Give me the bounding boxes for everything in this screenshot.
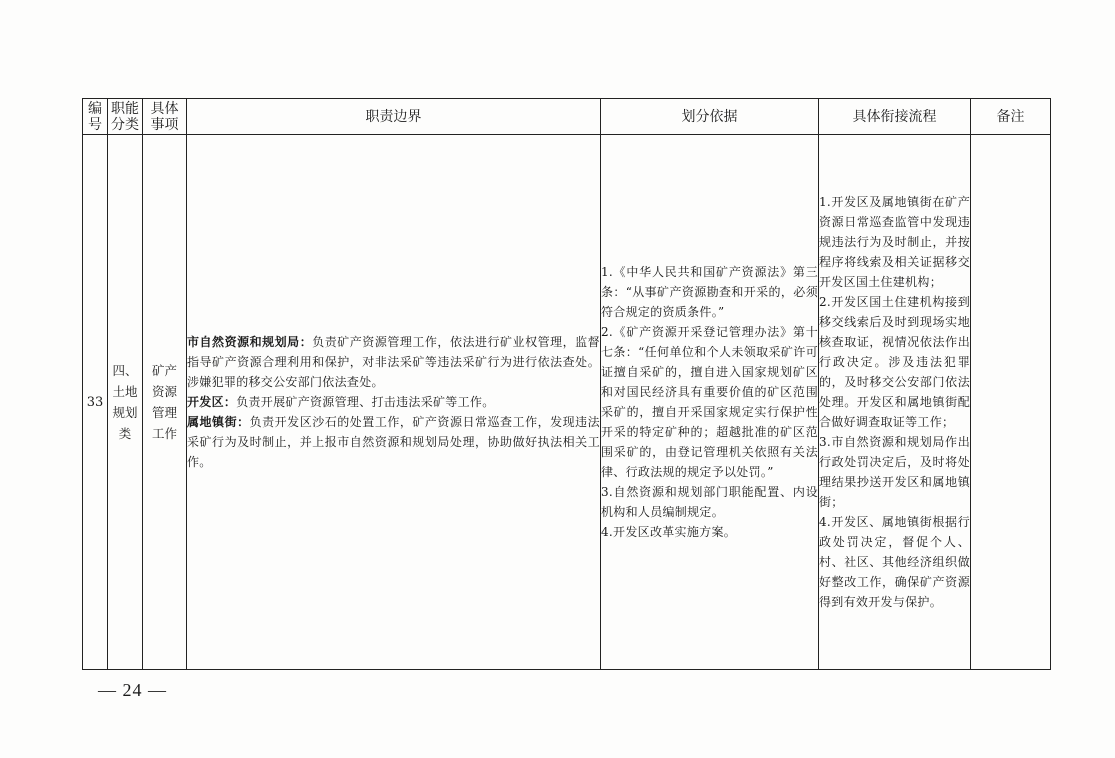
page-number: — 24 — (98, 680, 167, 700)
row-item-line: 管理 (151, 405, 177, 420)
boundary-text: 负责矿产资源管理工作，依法进行矿业权管理，监督指导矿产资源合理利用和保护，对非法采矿等违法采矿行为进行依法查处。涉嫌犯罪的移交公安部门依法查处。 (187, 335, 600, 389)
header-basis: 划分依据 (601, 99, 819, 135)
row-process (819, 135, 971, 670)
row-boundary (187, 135, 601, 670)
row-remarks (971, 135, 1051, 670)
row-number: 33 (83, 135, 108, 670)
responsibility-table (82, 98, 1051, 670)
process-paragraph: 3.市自然资源和规划局作出行政处罚决定后，及时将处理结果抄送开发区和属地镇街； (819, 435, 970, 509)
header-item-line: 事项 (150, 116, 179, 133)
boundary-label: 开发区： (187, 395, 237, 409)
basis-paragraph: 4.开发区改革实施方案。 (601, 525, 737, 539)
table-row (83, 135, 1051, 670)
basis-paragraph: 1.《中华人民共和国矿产资源法》第三条：“从事矿产资源勘查和开采的，必须符合规定的资质条件。” (601, 265, 818, 319)
boundary-paragraph (187, 332, 600, 392)
process-paragraph: 2.开发区国土住建机构接到移交线索后及时到现场实地核查取证，视情况依法作出行政决定。涉及违法犯罪的，及时移交公安部门依法处理。开发区和属地镇街配合做好调查取证等工作； (819, 295, 970, 429)
process-paragraph: 4.开发区、属地镇街根据行政处罚决定，督促个人、村、社区、其他经济组织做好整改工作，确保矿产资源得到有效开发与保护。 (819, 515, 970, 609)
header-category-line: 职能 (111, 100, 139, 117)
boundary-paragraph (187, 412, 600, 472)
header-number (83, 99, 108, 135)
row-category-line: 规划 (112, 405, 138, 420)
boundary-label: 市自然资源和规划局： (187, 335, 313, 349)
row-item (143, 135, 187, 670)
header-remarks: 备注 (971, 99, 1051, 135)
row-category-line: 四、 (112, 363, 138, 378)
boundary-text: 负责开展矿产资源管理、打击违法采矿等工作。 (236, 395, 495, 409)
row-item-line: 工作 (151, 426, 177, 441)
row-category (108, 135, 143, 670)
row-item-line: 资源 (151, 384, 177, 399)
header-boundary: 职责边界 (187, 99, 601, 135)
boundary-paragraph (187, 392, 600, 412)
row-category-line: 土地 (112, 384, 138, 399)
header-category (108, 99, 143, 135)
boundary-text: 负责开发区沙石的处置工作，矿产资源日常巡查工作，发现违法采矿行为及时制止，并上报市自然资源和规划局处理，协助做好执法相关工作。 (187, 415, 600, 469)
row-basis (601, 135, 819, 670)
header-number-line: 号 (88, 116, 102, 133)
header-number-line: 编 (88, 100, 102, 117)
boundary-label: 属地镇街： (187, 415, 250, 429)
header-process: 具体衔接流程 (819, 99, 971, 135)
basis-paragraph: 2.《矿产资源开采登记管理办法》第十七条：“任何单位和个人未领取采矿许可证擅自采矿的，擅自进入国家规划矿区和对国民经济具有重要价值的矿区范围采矿的，擅自开采国家规定实行保护性开采的特定矿种的；超越批准的矿区范围采矿的，由登记管理机关依照有关法律、行政法规的规定予以处罚。” (601, 325, 818, 479)
process-paragraph: 1.开发区及属地镇街在矿产资源日常巡查监管中发现违规违法行为及时制止，并按程序将线索及相关证据移交开发区国土住建机构； (819, 195, 970, 289)
header-item (143, 99, 187, 135)
basis-paragraph: 3.自然资源和规划部门职能配置、内设机构和人员编制规定。 (601, 485, 818, 519)
header-row (83, 99, 1051, 135)
header-category-line: 分类 (111, 116, 139, 133)
row-category-line: 类 (118, 426, 132, 441)
header-item-line: 具体 (150, 100, 179, 117)
row-item-line: 矿产 (151, 363, 177, 378)
